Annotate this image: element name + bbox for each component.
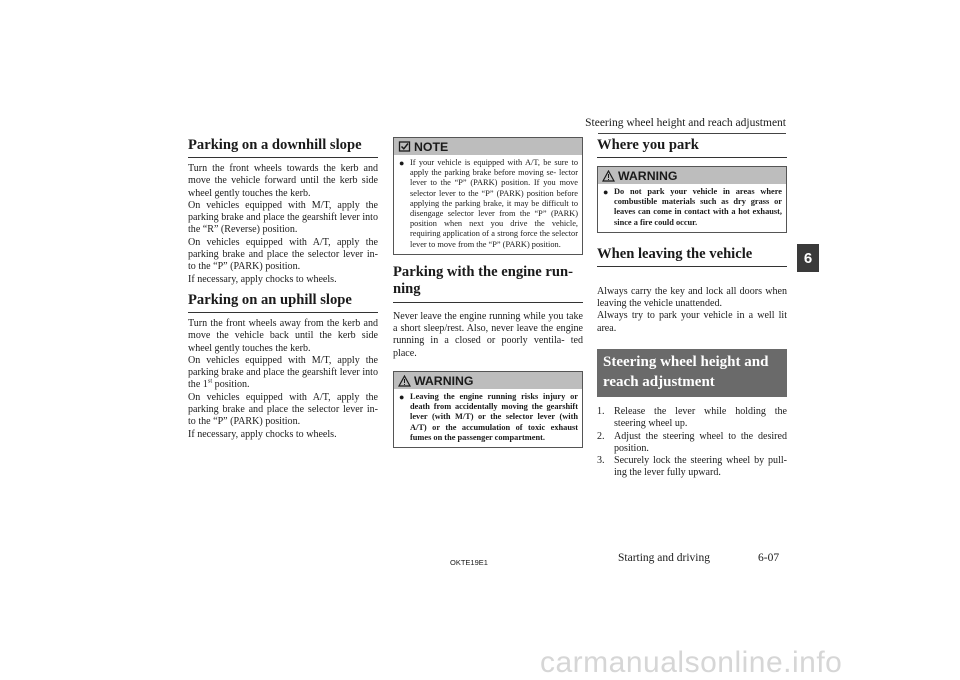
paragraph: On vehicles equipped with A/T, apply the parking brake and place the selector lever in- to the “P” (PARK) position. [188, 236, 378, 273]
section-title-uphill: Parking on an uphill slope [188, 292, 378, 313]
paragraph: Turn the front wheels away from the kerb and move the vehicle back until the kerb side wheel gently touches the kerb. [188, 317, 378, 354]
paragraph: Always carry the key and lock all doors when leaving the vehicle unattended. [597, 285, 787, 310]
warning-text: Do not park your vehicle in areas where combustible materials such as dry grass or leaves can come in contact with a hot exhaust, since a fire could occur. [614, 187, 782, 227]
paragraph: On vehicles equipped with M/T, apply the parking brake and place the gearshift lever into the 1st position. [188, 354, 378, 391]
uphill-text [188, 318, 378, 441]
warning-text: Leaving the engine running risks injury or death from accidentally moving the gearshift lever (with M/T) or the selector lever (with A/T) or the accumulation of toxic exhaust fumes on the passenger compartment. [410, 392, 578, 442]
column-left [188, 137, 378, 441]
paragraph: Always try to park your vehicle in a well lit area. [597, 310, 787, 334]
document-code: OKTE19E1 [450, 558, 488, 567]
warning-label: WARNING [414, 373, 474, 388]
warning-header [394, 372, 582, 389]
list-item: 1. Release the lever while holding the steering wheel up. [597, 406, 787, 430]
leaving-vehicle-text [597, 286, 787, 335]
bullet-icon: ● [603, 187, 609, 197]
engine-running-text [393, 311, 583, 360]
warning-triangle-icon [398, 375, 411, 387]
paragraph: If necessary, apply chocks to wheels. [188, 273, 337, 285]
warning-body [394, 389, 582, 447]
section-title-where-you-park: Where you park [597, 137, 787, 158]
section-title-engine-running: Parking with the engine run- ning [393, 264, 583, 303]
warning-body [598, 184, 786, 232]
paragraph: If necessary, apply chocks to wheels. [188, 428, 337, 440]
section-title-downhill: Parking on a downhill slope [188, 137, 378, 158]
paragraph: On vehicles equipped with A/T, apply the parking brake and place the selector lever in- to the “P” (PARK) position. [188, 391, 378, 428]
warning-header [598, 167, 786, 184]
warning-triangle-icon [602, 170, 615, 182]
list-item: 3. Securely lock the steering wheel by pull- ing the lever fully upward. [597, 455, 787, 479]
running-header: Steering wheel height and reach adjustment [585, 117, 786, 129]
note-box [393, 137, 583, 255]
paragraph: Never leave the engine running while you take a short sleep/rest. Also, never leave the engine running in a closed or poorly ventila- ted place. [393, 310, 583, 359]
paragraph: Turn the front wheels towards the kerb and move the vehicle forward until the kerb side wheel gently touches the kerb. [188, 163, 378, 199]
section-title-leaving-vehicle: When leaving the vehicle [597, 246, 787, 267]
page-number: 6-07 [758, 552, 780, 564]
banner-title-steering-wheel: Steering wheel height and reach adjustment [597, 349, 787, 397]
warning-box [597, 166, 787, 233]
adjustment-steps [597, 406, 787, 480]
warning-box [393, 371, 583, 448]
note-icon [398, 141, 411, 152]
column-middle [393, 137, 583, 448]
chapter-tab: 6 [797, 244, 819, 272]
warning-label: WARNING [618, 168, 678, 183]
note-body [394, 155, 582, 254]
downhill-text [188, 163, 378, 286]
paragraph: On vehicles equipped with M/T, apply the parking brake and place the gearshift lever into the “R” (Reverse) position. [188, 199, 378, 236]
watermark: carmanualsonline.info [540, 646, 843, 679]
note-header [394, 138, 582, 155]
note-label: NOTE [414, 139, 449, 154]
list-item: 2. Adjust the steering wheel to the desired position. [597, 430, 787, 454]
note-text: If your vehicle is equipped with A/T, be sure to apply the parking brake before moving se- lector lever to the “P” (PARK) position. If you move selector lever to the “P” (PARK) position before applying the parking brake, it may be difficult to disengage selector lever from the “P” (PARK) position when next you drive the vehicle, requiring application of a strong force the selector lever to move from the “P” (PARK) position. [410, 158, 578, 249]
bullet-icon: ● [399, 158, 405, 168]
header-rule [598, 133, 786, 134]
bullet-icon: ● [399, 392, 405, 403]
column-right [597, 137, 787, 480]
footer-section-name: Starting and driving [618, 552, 710, 564]
